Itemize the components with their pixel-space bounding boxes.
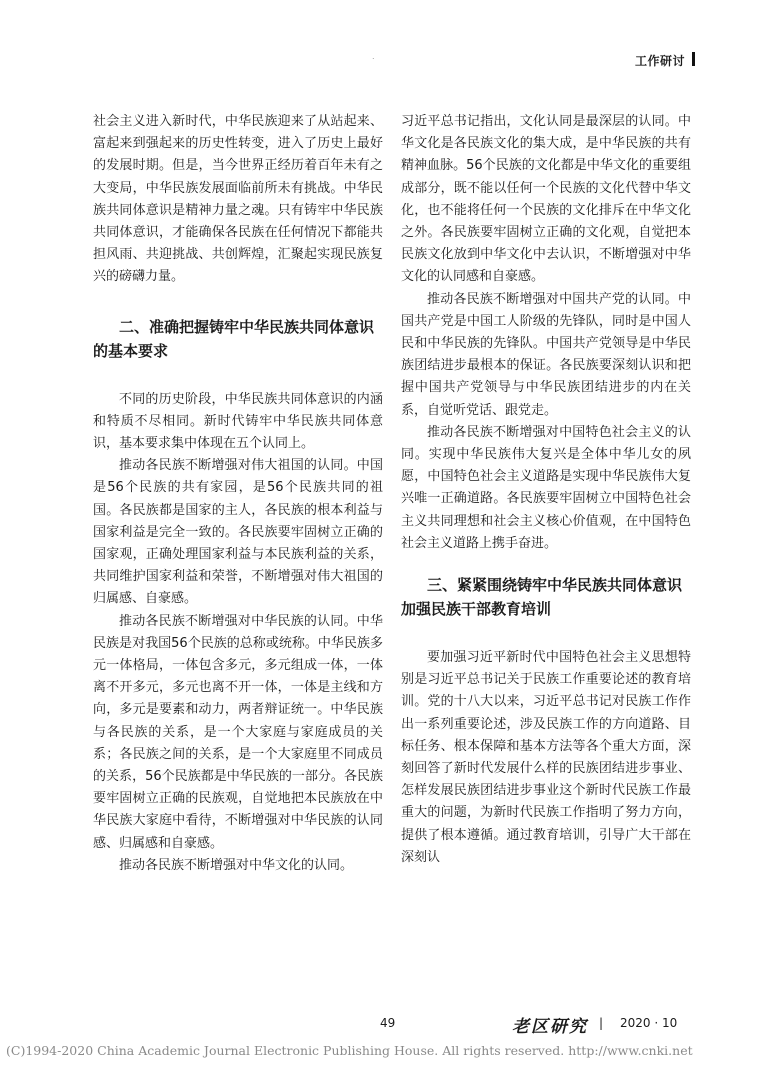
paragraph: 推动各民族不断增强对中国特色社会主义的认同。实现中华民族伟大复兴是全体中华儿女的夙愿，中国特色社会主义道路是实现中华民族伟大复兴唯一正确道路。各民族要牢固树立中国特色社会主义共同理想和社会主义核心价值观，在中国特色社会主义道路上携手奋进。 xyxy=(401,424,691,551)
paragraph: 要加强习近平新时代中国特色社会主义思想特别是习近平总书记关于民族工作重要论述的教育培训。党的十八大以来，习近平总书记对民族工作作出一系列重要论述，涉及民族工作的方向道路、目标任务、根本保障和基本方法等各个重大方面，深刻回答了新时代发展什么样的民族团结进步事业、怎样发展民族团结进步事业这个新时代民族工作最重大的问题，为新时代民族工作指明了努力方向，提供了根本遵循。通过教育培训，引导广大干部在深刻认 xyxy=(401,650,691,865)
paragraph: 推动各民族不断增强对中华文化的认同。 xyxy=(119,857,354,873)
left-column xyxy=(93,111,383,877)
paragraph: 推动各民族不断增强对中华民族的认同。中华民族是对我国56个民族的总称或统称。中华民族多元一体格局，一体包含多元，多元组成一体，一体离不开多元，多元也离不开一体，一体是主线和方向，多元是要素和动力，两者辩证统一。中华民族与各民族的关系，是一个大家庭与家庭成员的关系；各民族之间的关系，是一个大家庭里不同成员的关系，56个民族都是中华民族的一部分。各民族要牢固树立正确的民族观，自觉地把本民族放在中华民族大家庭中看待，不断增强对中华民族的认同感、归属感和自豪感。 xyxy=(93,613,383,851)
journal-logo: 老区研究 xyxy=(512,1017,588,1037)
scan-dot: . xyxy=(372,52,375,61)
paragraph: 不同的历史阶段，中华民族共同体意识的内涵和特质不尽相同。新时代铸牢中华民族共同体意识，基本要求集中体现在五个认同上。 xyxy=(93,391,383,452)
page-number: 49 xyxy=(380,1016,396,1030)
header-bar xyxy=(692,52,695,66)
paragraph: 习近平总书记指出，文化认同是最深层的认同。中华文化是各民族文化的集大成，是中华民族的共有精神血脉。56个民族的文化都是中华文化的重要组成部分，既不能以任何一个民族的文化代替中华文化，也不能将任何一个民族的文化排斥在中华文化之外。各民族要牢固树立正确的文化观，自觉把本民族文化放到中华文化中去认识，不断增强对中华文化的认同感和自豪感。 xyxy=(401,114,691,285)
paragraph: 推动各民族不断增强对伟大祖国的认同。中国是56个民族的共有家园，是56个民族共同的祖国。各民族都是国家的主人，各民族的根本利益与国家利益是完全一致的。各民族要牢固树立正确的国家观，正确处理国家利益与本民族利益的关系，共同维护国家利益和荣誉，不断增强对伟大祖国的归属感、自豪感。 xyxy=(93,458,383,607)
section-heading-3: 三、紧紧围绕铸牢中华民族共同体意识加强民族干部教育培训 xyxy=(401,576,683,619)
section-heading-2: 二、准确把握铸牢中华民族共同体意识的基本要求 xyxy=(93,317,375,360)
right-column xyxy=(401,111,691,869)
issue-number: 2020 · 10 xyxy=(620,1016,678,1030)
paragraph: 社会主义进入新时代，中华民族迎来了从站起来、富起来到强起来的历史性转变，进入了历史上最好的发展时期。但是，当今世界正经历着百年未有之大变局，中华民族发展面临前所未有挑战。中华民族共同体意识是精神力量之魂。只有铸牢中华民族共同体意识，才能确保各民族在任何情况下都能共担风雨、共迎挑战、共创辉煌，汇聚起实现民族复兴的磅礴力量。 xyxy=(93,114,383,285)
paragraph: 推动各民族不断增强对中国共产党的认同。中国共产党是中国工人阶级的先锋队，同时是中国人民和中华民族的先锋队。中国共产党领导是中华民族团结进步最根本的保证。各民族要深刻认识和把握中国共产党领导与中华民族团结进步的内在关系，自觉听党话、跟党走。 xyxy=(401,291,691,418)
copyright-line: (C)1994-2020 China Academic Journal Electronic Publishing House. All rights reserved. http://www.cnki.net xyxy=(6,1043,693,1058)
section-header: 工作研讨 xyxy=(634,54,685,68)
footer-separator: | xyxy=(599,1016,604,1030)
